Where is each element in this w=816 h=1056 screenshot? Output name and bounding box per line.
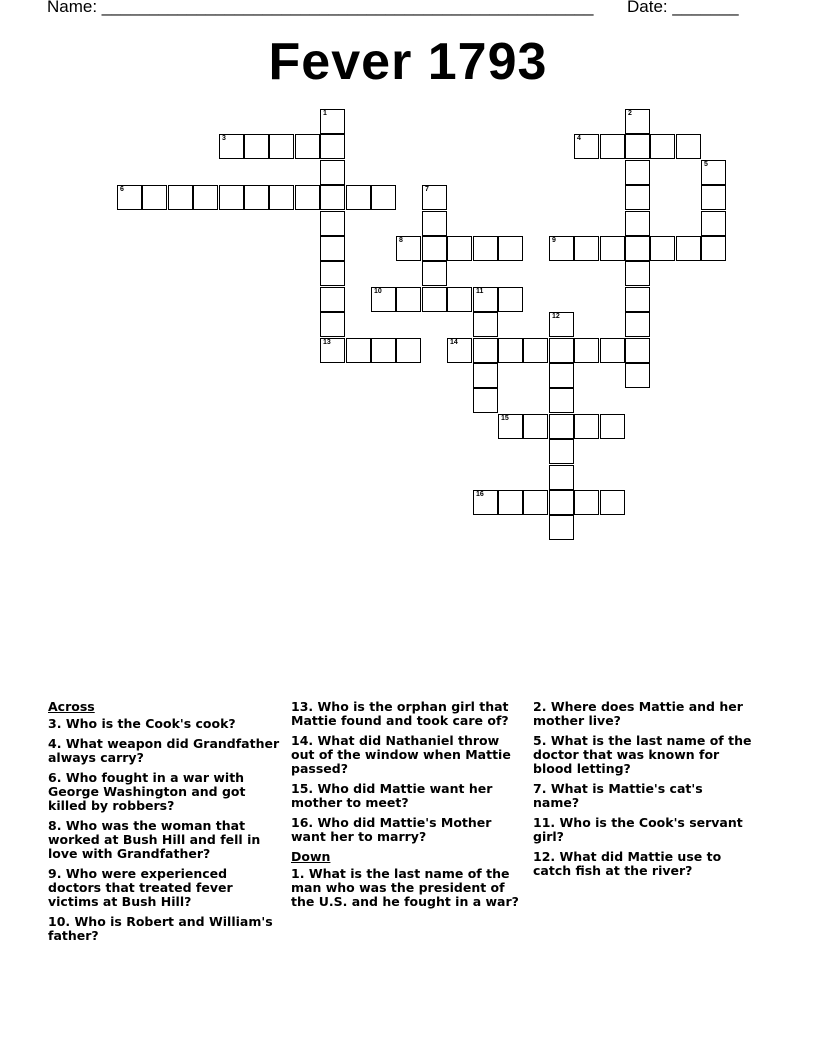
clue-item-number: 4. (48, 736, 62, 751)
grid-cell[interactable] (447, 338, 472, 363)
grid-cell[interactable] (219, 185, 244, 210)
clue-number: 4 (577, 135, 581, 142)
grid-cell[interactable] (396, 287, 421, 312)
grid-cell[interactable] (574, 490, 599, 515)
clue-number: 5 (704, 161, 708, 168)
clue-item (533, 850, 753, 878)
clue-number: 12 (552, 313, 560, 320)
grid-cell[interactable] (574, 414, 599, 439)
grid-cell[interactable] (422, 211, 447, 236)
clue-item-number: 9. (48, 866, 62, 881)
clue-item-number: 16. (291, 815, 314, 830)
grid-cell[interactable] (600, 338, 625, 363)
date-field[interactable]: Date: _______ (627, 0, 739, 16)
grid-cell[interactable] (422, 287, 447, 312)
clue-number: 14 (450, 339, 458, 346)
clue-number: 1 (323, 110, 327, 117)
grid-cell[interactable] (574, 134, 599, 159)
clue-column-1 (48, 700, 280, 949)
clue-item-number: 10. (48, 914, 71, 929)
grid-cell[interactable] (168, 185, 193, 210)
clue-item (48, 771, 280, 813)
grid-cell[interactable] (549, 388, 574, 413)
clue-item-number: 15. (291, 781, 314, 796)
clue-item-text: Who is Robert and William's father? (48, 914, 273, 943)
grid-cell[interactable] (625, 363, 650, 388)
grid-cell[interactable] (422, 185, 447, 210)
grid-cell[interactable] (473, 338, 498, 363)
grid-cell[interactable] (549, 236, 574, 261)
grid-cell[interactable] (473, 490, 498, 515)
grid-cell[interactable] (549, 515, 574, 540)
clue-item (48, 867, 280, 909)
grid-cell[interactable] (625, 160, 650, 185)
clue-item (533, 782, 753, 810)
grid-cell[interactable] (473, 236, 498, 261)
clue-item (533, 700, 753, 728)
grid-cell[interactable] (625, 185, 650, 210)
clue-item-text: What weapon did Grandfather always carry? (48, 736, 280, 765)
clue-item-number: 1. (291, 866, 305, 881)
clue-item (48, 737, 280, 765)
grid-cell[interactable] (320, 160, 345, 185)
grid-cell[interactable] (295, 134, 320, 159)
grid-cell[interactable] (701, 236, 726, 261)
grid-cell[interactable] (422, 236, 447, 261)
clue-item-text: Who were experienced doctors that treated fever victims at Bush Hill? (48, 866, 233, 909)
clue-item-text: What did Mattie use to catch fish at the river? (533, 849, 722, 878)
grid-cell[interactable] (320, 236, 345, 261)
grid-cell[interactable] (600, 414, 625, 439)
grid-cell[interactable] (625, 287, 650, 312)
grid-cell[interactable] (447, 287, 472, 312)
grid-cell[interactable] (244, 185, 269, 210)
grid-cell[interactable] (549, 414, 574, 439)
clue-item-number: 6. (48, 770, 62, 785)
grid-cell[interactable] (625, 134, 650, 159)
clue-number: 15 (501, 415, 509, 422)
grid-cell[interactable] (269, 185, 294, 210)
grid-cell[interactable] (193, 185, 218, 210)
clue-item (533, 816, 753, 844)
page-title: Fever 1793 (268, 33, 548, 91)
grid-cell[interactable] (371, 338, 396, 363)
grid-cell[interactable] (650, 134, 675, 159)
clue-item (291, 782, 521, 810)
grid-cell[interactable] (295, 185, 320, 210)
grid-cell[interactable] (625, 109, 650, 134)
clue-number: 7 (425, 186, 429, 193)
clue-number: 8 (399, 237, 403, 244)
grid-cell[interactable] (320, 185, 345, 210)
clue-item (48, 915, 280, 943)
clue-item-number: 13. (291, 699, 314, 714)
grid-cell[interactable] (676, 134, 701, 159)
grid-cell[interactable] (498, 236, 523, 261)
clue-item (291, 867, 521, 909)
grid-cell[interactable] (549, 312, 574, 337)
clue-item-text: What is the last name of the doctor that was known for blood letting? (533, 733, 752, 776)
grid-cell[interactable] (549, 338, 574, 363)
clue-item-number: 11. (533, 815, 556, 830)
clue-item-text: Where does Mattie and her mother live? (533, 699, 743, 728)
clue-column-2 (291, 700, 521, 915)
clue-section-heading: Down (291, 849, 331, 864)
grid-cell[interactable] (625, 211, 650, 236)
clue-item-text: What is the last name of the man who was the president of the U.S. and he fought in a war? (291, 866, 519, 909)
grid-cell[interactable] (523, 490, 548, 515)
clue-number: 9 (552, 237, 556, 244)
clue-number: 3 (222, 135, 226, 142)
grid-cell[interactable] (498, 338, 523, 363)
clue-item (291, 734, 521, 776)
clue-number: 6 (120, 186, 124, 193)
clue-number: 13 (323, 339, 331, 346)
clue-column-3 (533, 700, 753, 884)
grid-cell[interactable] (473, 388, 498, 413)
grid-cell[interactable] (574, 236, 599, 261)
clue-item-text: Who did Mattie's Mother want her to marry? (291, 815, 492, 844)
clue-item (291, 816, 521, 844)
clue-section-heading: Across (48, 699, 95, 714)
grid-cell[interactable] (346, 185, 371, 210)
clue-number: 10 (374, 288, 382, 295)
grid-cell[interactable] (142, 185, 167, 210)
grid-cell[interactable] (269, 134, 294, 159)
grid-cell[interactable] (600, 490, 625, 515)
grid-cell[interactable] (498, 490, 523, 515)
clue-item-text: Who is the Cook's servant girl? (533, 815, 743, 844)
clue-item-number: 5. (533, 733, 547, 748)
grid-cell[interactable] (473, 312, 498, 337)
clue-item-text: What did Nathaniel throw out of the window when Mattie passed? (291, 733, 511, 776)
grid-cell[interactable] (701, 185, 726, 210)
grid-cell[interactable] (549, 363, 574, 388)
grid-cell[interactable] (625, 338, 650, 363)
clue-item-number: 2. (533, 699, 547, 714)
clue-item (291, 700, 521, 728)
grid-cell[interactable] (473, 287, 498, 312)
grid-cell[interactable] (625, 261, 650, 286)
grid-cell[interactable] (574, 338, 599, 363)
clue-item-text: Who is the orphan girl that Mattie found and took care of? (291, 699, 509, 728)
clue-item-text: Who fought in a war with George Washington and got killed by robbers? (48, 770, 246, 813)
clue-number: 11 (476, 288, 484, 295)
grid-cell[interactable] (244, 134, 269, 159)
grid-cell[interactable] (320, 338, 345, 363)
grid-cell[interactable] (498, 287, 523, 312)
grid-cell[interactable] (447, 236, 472, 261)
grid-cell[interactable] (320, 287, 345, 312)
clue-item (48, 717, 280, 731)
grid-cell[interactable] (371, 287, 396, 312)
grid-cell[interactable] (320, 261, 345, 286)
clue-number: 2 (628, 110, 632, 117)
grid-cell[interactable] (523, 338, 548, 363)
grid-cell[interactable] (422, 261, 447, 286)
grid-cell[interactable] (396, 236, 421, 261)
grid-cell[interactable] (523, 414, 548, 439)
grid-cell[interactable] (498, 414, 523, 439)
clue-item-text: What is Mattie's cat's name? (533, 781, 703, 810)
clue-item-number: 8. (48, 818, 62, 833)
grid-cell[interactable] (701, 160, 726, 185)
clue-item-text: Who was the woman that worked at Bush Hill and fell in love with Grandfather? (48, 818, 261, 861)
grid-cell[interactable] (396, 338, 421, 363)
grid-cell[interactable] (650, 236, 675, 261)
grid-cell[interactable] (549, 465, 574, 490)
grid-cell[interactable] (219, 134, 244, 159)
clue-item-text: Who is the Cook's cook? (65, 716, 236, 731)
grid-cell[interactable] (320, 312, 345, 337)
grid-cell[interactable] (625, 236, 650, 261)
clue-item (533, 734, 753, 776)
name-field[interactable]: Name: ____________________________________________________ (47, 0, 594, 16)
grid-cell[interactable] (600, 236, 625, 261)
grid-cell[interactable] (549, 439, 574, 464)
grid-cell[interactable] (346, 338, 371, 363)
clue-item (48, 819, 280, 861)
clue-item-number: 14. (291, 733, 314, 748)
grid-cell[interactable] (371, 185, 396, 210)
clue-number: 16 (476, 491, 484, 498)
clue-item-number: 3. (48, 716, 62, 731)
grid-cell[interactable] (549, 490, 574, 515)
clue-item-text: Who did Mattie want her mother to meet? (291, 781, 493, 810)
grid-cell[interactable] (625, 312, 650, 337)
grid-cell[interactable] (320, 109, 345, 134)
grid-cell[interactable] (600, 134, 625, 159)
grid-cell[interactable] (320, 134, 345, 159)
grid-cell[interactable] (701, 211, 726, 236)
clue-item-number: 12. (533, 849, 556, 864)
grid-cell[interactable] (117, 185, 142, 210)
grid-cell[interactable] (473, 363, 498, 388)
grid-cell[interactable] (320, 211, 345, 236)
grid-cell[interactable] (676, 236, 701, 261)
clue-item-number: 7. (533, 781, 547, 796)
